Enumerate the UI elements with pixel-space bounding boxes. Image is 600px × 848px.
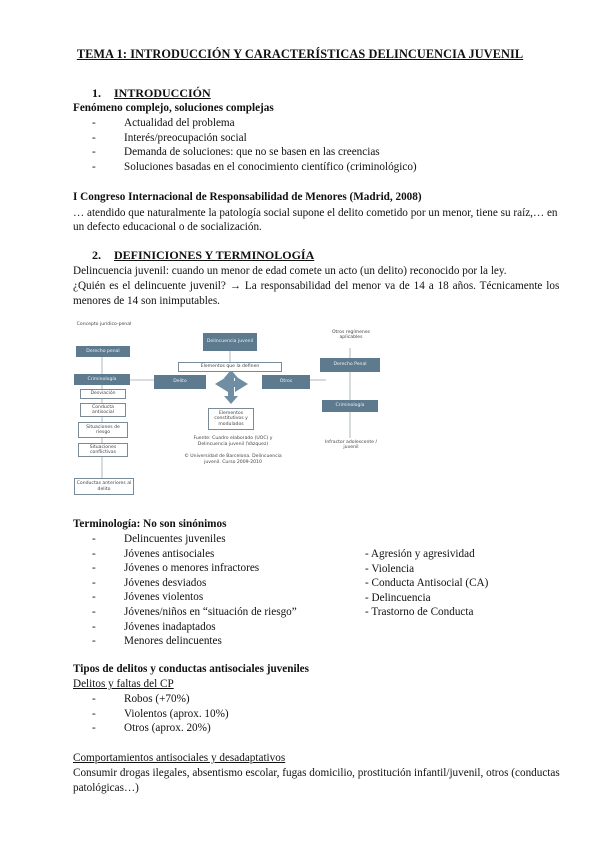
diagram-box: Derecho Penal: [320, 358, 380, 372]
diagram-box: Elementos constitutivos y modulados: [208, 408, 254, 430]
types-subheading: Delitos y faltas del CP: [73, 678, 174, 690]
list-item: - Robos (+70%): [92, 692, 229, 707]
terminology-right-item: - Trastorno de Conducta: [365, 606, 474, 619]
list-item: - Violentos (aprox. 10%): [92, 707, 229, 722]
diagram-box: Situaciones de riesgo: [78, 422, 128, 438]
diagram-caption: juvenil. Curso 2009-2010: [204, 460, 262, 465]
diagram-box: Otros: [262, 375, 310, 389]
behaviours-line: Consumir drogas ilegales, absentismo escolar, fugas domicilio, prostitución infantil/juvenil, otros (conductas: [73, 767, 560, 779]
page-title: TEMA 1: INTRODUCCIÓN Y CARACTERÍSTICAS DELINCUENCIA JUVENIL: [76, 47, 524, 61]
section-title: DEFINICIONES Y TERMINOLOGÍA: [114, 248, 315, 262]
list-item: - Jóvenes desviados: [92, 576, 297, 591]
diagram-box: Derecho penal: [76, 346, 130, 357]
diagram-box: Delito: [154, 375, 206, 389]
list-item: - Menores delincuentes: [92, 634, 297, 649]
behaviours-heading: Comportamientos antisociales y desadaptativos: [73, 752, 286, 764]
diagram-box: Criminología: [74, 374, 130, 385]
terminology-right-item: - Conducta Antisocial (CA): [365, 577, 489, 590]
list-item: - Jóvenes o menores infractores: [92, 561, 297, 576]
terminology-right-item: - Violencia: [365, 562, 415, 575]
diagram-box: Delincuencia juvenil: [203, 333, 257, 351]
terminology-heading: Terminología: No son sinónimos: [73, 518, 227, 530]
list-item: - Demanda de soluciones: que no se basen en las creencias: [92, 145, 417, 160]
list-item: - Delincuentes juveniles: [92, 532, 297, 547]
diagram-box: Conducta antisocial: [80, 403, 126, 417]
diagram-label: Infractor adolescente / juvenil: [324, 440, 377, 451]
section-1-heading: [92, 86, 211, 101]
list-item: - Interés/preocupación social: [92, 131, 417, 146]
congress-quote-line: un defecto educacional o de socialización.: [73, 221, 262, 233]
section-number: 2.: [92, 248, 101, 262]
intro-list: [92, 116, 417, 174]
terminology-right-item: - Agresión y agresividad: [365, 548, 475, 560]
list-item: - Otros (aprox. 20%): [92, 721, 229, 736]
list-item: - Jóvenes/niños en “situación de riesgo”: [92, 605, 297, 620]
section-title: INTRODUCCIÓN: [114, 86, 211, 100]
terminology-right-item: - Delincuencia: [365, 591, 431, 604]
diagram-caption: © Universidad de Barcelona. Delincuencia: [184, 454, 282, 459]
list-item: - Actualidad del problema: [92, 116, 417, 131]
congress-title: I Congreso Internacional de Responsabilidad de Menores (Madrid, 2008): [73, 191, 422, 203]
diagram-box: Situaciones conflictivas: [78, 443, 128, 457]
diagram-caption: Fuente: Cuadro elaborado (UOC) y: [193, 436, 273, 441]
question-line: menores de 14 son inimputables.: [73, 295, 220, 307]
section-number: 1.: [92, 86, 101, 100]
diagram-box: Elementos que la definen: [178, 362, 282, 372]
diagram-label: Otros regímenes aplicables: [331, 330, 371, 341]
diagram-box: Criminología: [322, 400, 378, 412]
list-item: - Jóvenes antisociales: [92, 547, 297, 562]
behaviours-line: patológicas…): [73, 782, 139, 794]
concept-diagram: [70, 318, 390, 500]
congress-quote-line: … atendido que naturalmente la patología social supone el delito cometido por un menor, tiene su raíz,… en: [73, 207, 558, 219]
diagram-box: Conductas anteriores al delito: [74, 478, 134, 495]
question-line: ¿Quién es el delincuente juvenil? → La responsabilidad del menor va de 14 a 18 años. Técnicamente los: [73, 280, 560, 292]
terminology-left-list: [92, 532, 297, 649]
list-item: - Jóvenes inadaptados: [92, 620, 297, 635]
definition-line: Delincuencia juvenil: cuando un menor de edad comete un acto (un delito) reconocido por la ley.: [73, 265, 507, 277]
section-1-subheading: Fenómeno complejo, soluciones complejas: [73, 102, 274, 114]
types-list: [92, 692, 229, 736]
diagram-caption: Delincuencia juvenil (Vázquez): [197, 442, 269, 447]
types-heading: Tipos de delitos y conductas antisociales juveniles: [73, 663, 309, 675]
diagram-box: Desviación: [80, 389, 126, 399]
list-item: - Jóvenes violentos: [92, 590, 297, 605]
list-item: - Soluciones basadas en el conocimiento científico (criminológico): [92, 160, 417, 175]
diagram-label: Concepto jurídico-penal: [76, 322, 132, 327]
section-2-heading: [92, 248, 314, 263]
